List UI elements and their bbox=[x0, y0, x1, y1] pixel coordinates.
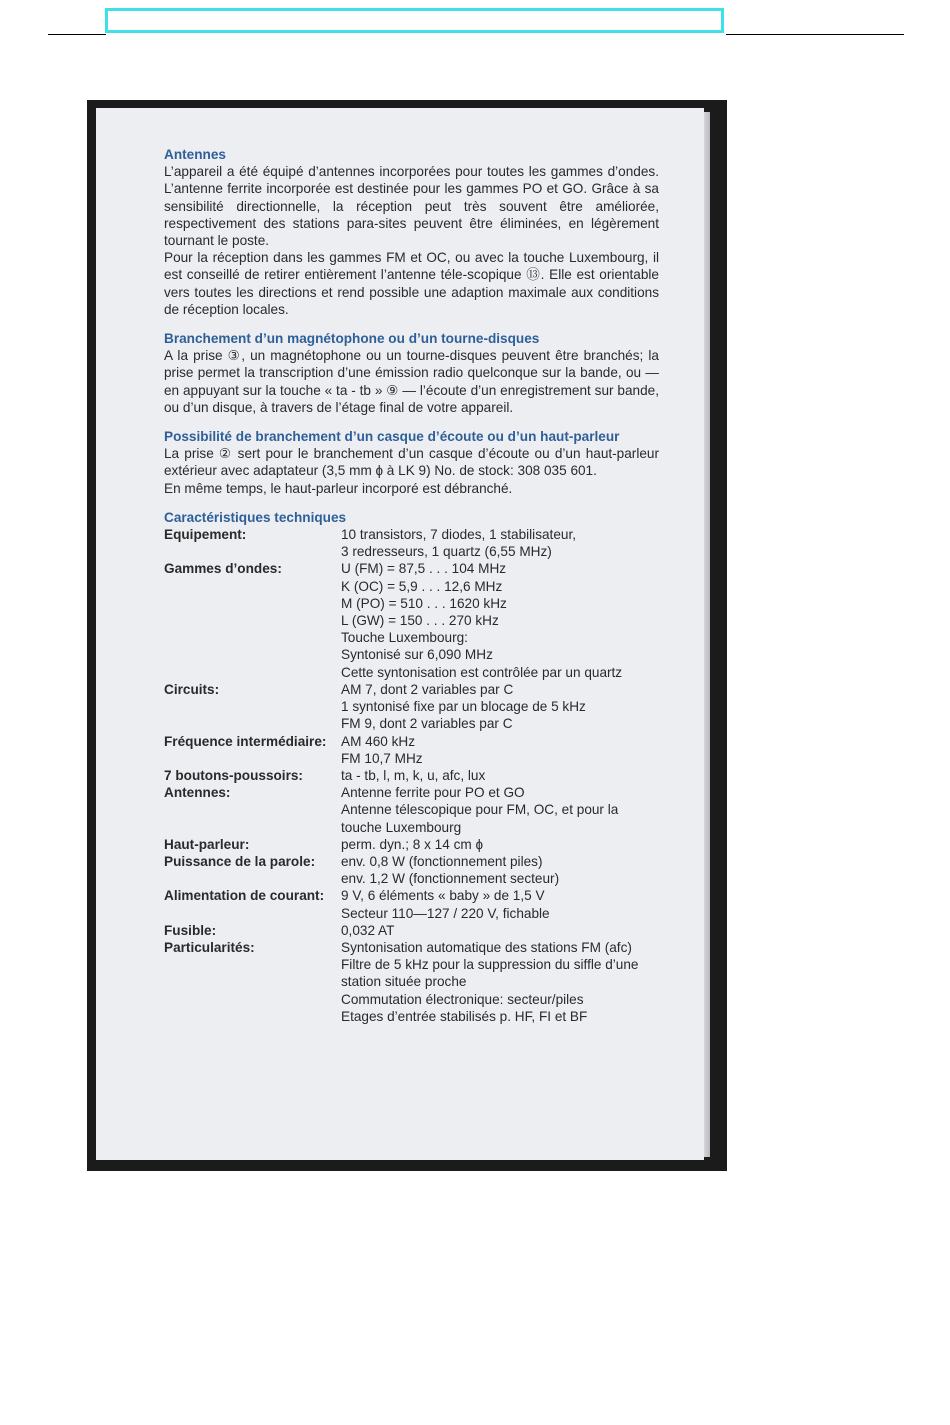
section-magnetophone bbox=[164, 330, 659, 416]
spec-value-line: 10 transistors, 7 diodes, 1 stabilisateur, bbox=[341, 527, 576, 543]
spec-row bbox=[164, 836, 659, 853]
paper-edge bbox=[704, 112, 710, 1157]
spec-value-line: K (OC) = 5,9 . . . 12,6 MHz bbox=[341, 578, 503, 594]
spec-row bbox=[164, 939, 659, 1025]
spec-value-line: 0,032 AT bbox=[341, 922, 395, 938]
spec-row bbox=[164, 853, 659, 887]
section-title: Caractéristiques techniques bbox=[164, 509, 347, 525]
spec-value bbox=[341, 767, 659, 784]
spec-value-line: M (PO) = 510 . . . 1620 kHz bbox=[341, 595, 507, 611]
paragraph: Pour la réception dans les gammes FM et OC, ou avec la touche Luxembourg, il est conseillé de retirer entièrement l’antenne téle-scopique ⑬. Elle est orientable vers toutes les directions et rend possible une adaption maximale aux conditions de réception locales. bbox=[164, 250, 659, 317]
header-rule-left bbox=[48, 34, 106, 35]
spec-row bbox=[164, 887, 659, 921]
spec-value bbox=[341, 836, 659, 853]
spec-label: Gammes d’ondes: bbox=[164, 561, 282, 577]
scanned-page bbox=[87, 100, 727, 1171]
header-box bbox=[105, 8, 724, 33]
spec-row bbox=[164, 526, 659, 560]
spec-value-line: Syntonisé sur 6,090 MHz bbox=[341, 647, 493, 663]
spec-value-line: Filtre de 5 kHz pour la suppression du siffle d’une station située proche bbox=[341, 957, 639, 990]
spec-table bbox=[164, 526, 659, 1025]
paragraph: La prise ② sert pour le branchement d’un casque d’écoute ou d’un haut-parleur extérieur avec adaptateur (3,5 mm ɸ à LK 9) No. de stock: 308 035 601. bbox=[164, 446, 659, 479]
section-specs bbox=[164, 509, 659, 1025]
spec-value-line: AM 7, dont 2 variables par C bbox=[341, 681, 514, 697]
spec-value-line: Antenne télescopique pour FM, OC, et pour la touche Luxembourg bbox=[341, 802, 619, 835]
spec-row bbox=[164, 784, 659, 836]
spec-value bbox=[341, 560, 659, 680]
spec-value bbox=[341, 784, 659, 836]
spec-value-line: Touche Luxembourg: bbox=[341, 630, 468, 646]
section-title: Possibilité de branchement d’un casque d’écoute ou d’un haut-parleur bbox=[164, 429, 620, 445]
spec-value-line: L (GW) = 150 . . . 270 kHz bbox=[341, 613, 499, 629]
spec-value-line: AM 460 kHz bbox=[341, 733, 416, 749]
section-title: Antennes bbox=[164, 147, 226, 162]
spec-value bbox=[341, 922, 659, 939]
spec-label: Haut-parleur: bbox=[164, 836, 250, 852]
spec-label: Fréquence intermédiaire: bbox=[164, 733, 327, 749]
section-casque bbox=[164, 428, 659, 497]
spec-row bbox=[164, 560, 659, 680]
spec-value-line: 1 syntonisé fixe par un blocage de 5 kHz bbox=[341, 699, 586, 715]
spec-row bbox=[164, 767, 659, 784]
spec-value-line: perm. dyn.; 8 x 14 cm ɸ bbox=[341, 836, 483, 852]
spec-row bbox=[164, 922, 659, 939]
paragraph: A la prise ③, un magnétophone ou un tourne-disques peuvent être branchés; la prise permet la transcription d’une émission radio quelconque sur la bande, ou — en appuyant sur la touche « ta - tb » ⑨ — l’écoute d’un enregistrement sur bande, ou d’un disque, à travers de l’étage final de votre appareil. bbox=[164, 348, 659, 415]
spec-value bbox=[341, 681, 659, 733]
spec-value-line: 9 V, 6 éléments « baby » de 1,5 V bbox=[341, 888, 545, 904]
header-rule-right bbox=[726, 34, 904, 35]
spec-value-line: Syntonisation automatique des stations FM (afc) bbox=[341, 939, 632, 955]
spec-value bbox=[341, 853, 659, 887]
spec-label: Particularités: bbox=[164, 939, 255, 955]
spec-value bbox=[341, 526, 659, 560]
spec-value bbox=[341, 733, 659, 767]
section-antennes bbox=[164, 146, 659, 318]
spec-value-line: FM 9, dont 2 variables par C bbox=[341, 716, 513, 732]
section-title: Branchement d’un magnétophone ou d’un tourne-disques bbox=[164, 331, 540, 347]
spec-value-line: FM 10,7 MHz bbox=[341, 750, 423, 766]
paper-sheet bbox=[96, 108, 704, 1160]
paragraph: L’appareil a été équipé d’antennes incorporées pour toutes les gammes d’ondes. L’antenne ferrite incorporée est destinée pour les gammes PO et GO. Grâce à sa sensibilité directionnelle, la réception peut très souvent être améliorée, respectivement des stations para-sites peuvent être éliminées, en légèrement tournant le poste. bbox=[164, 164, 659, 249]
spec-row bbox=[164, 681, 659, 733]
spec-label: Circuits: bbox=[164, 681, 220, 697]
spec-value-line: U (FM) = 87,5 . . . 104 MHz bbox=[341, 561, 507, 577]
spec-value-line: env. 0,8 W (fonctionnement piles) bbox=[341, 853, 543, 869]
spec-value bbox=[341, 939, 659, 1025]
paragraph: En même temps, le haut-parleur incorporé est débranché. bbox=[164, 480, 513, 496]
spec-label: Alimentation de courant: bbox=[164, 888, 325, 904]
spec-value-line: Secteur 110—127 / 220 V, fichable bbox=[341, 905, 550, 921]
spec-label: Equipement: bbox=[164, 527, 247, 543]
document-content bbox=[164, 146, 659, 1037]
spec-value-line: Etages d’entrée stabilisés p. HF, FI et BF bbox=[341, 1008, 588, 1024]
spec-value-line: env. 1,2 W (fonctionnement secteur) bbox=[341, 871, 560, 887]
spec-label: Antennes: bbox=[164, 785, 231, 801]
spec-row bbox=[164, 733, 659, 767]
spec-label: Fusible: bbox=[164, 922, 217, 938]
spec-label: Puissance de la parole: bbox=[164, 853, 316, 869]
spec-value-line: ta - tb, l, m, k, u, afc, lux bbox=[341, 767, 486, 783]
spec-value bbox=[341, 887, 659, 921]
spec-value-line: 3 redresseurs, 1 quartz (6,55 MHz) bbox=[341, 544, 552, 560]
spec-label: 7 boutons-poussoirs: bbox=[164, 767, 303, 783]
spec-value-line: Cette syntonisation est contrôlée par un quartz bbox=[341, 664, 623, 680]
spec-value-line: Commutation électronique: secteur/piles bbox=[341, 991, 584, 1007]
spec-value-line: Antenne ferrite pour PO et GO bbox=[341, 785, 525, 801]
